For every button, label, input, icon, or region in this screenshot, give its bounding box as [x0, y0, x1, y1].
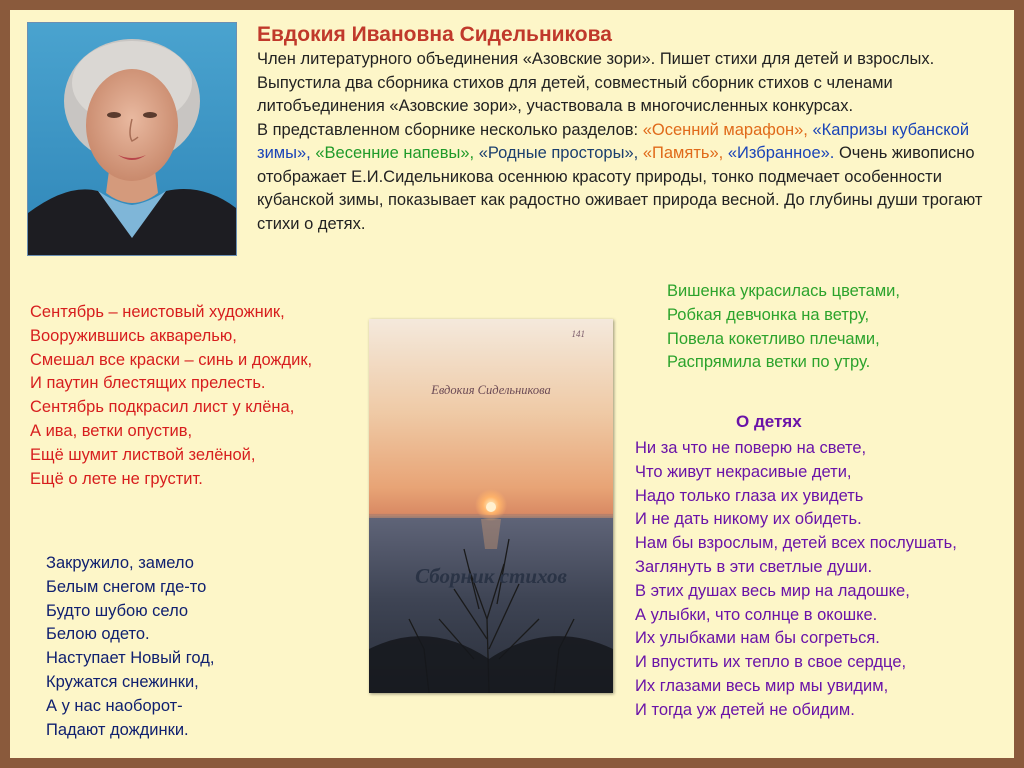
author-name: Евдокия Ивановна Сидельникова	[257, 23, 612, 46]
slide	[10, 10, 1014, 758]
poem-line: Надо только глаза их увидеть	[635, 486, 864, 505]
poem-line: Сентябрь – неистовый художник,	[30, 303, 285, 321]
poem-line: Повела кокетливо плечами,	[667, 329, 880, 348]
poem-children	[635, 437, 957, 723]
poem-line: И тогда уж детей не обидим.	[635, 700, 855, 719]
poem-line: Ещё о лете не грустит.	[30, 469, 203, 488]
section-winter: «Капризы кубанской зимы»,	[257, 120, 970, 162]
poem-line: Наступает Новый год,	[46, 649, 215, 668]
poem-line: Белою одето.	[46, 625, 150, 644]
section-autumn: «Осенний марафон»,	[642, 120, 808, 139]
poem-line: Сентябрь подкрасил лист у клёна,	[30, 398, 295, 417]
poem-line: Их глазами весь мир мы увидим,	[635, 676, 889, 695]
poem-line: А ива, ветки опустив,	[30, 421, 193, 440]
bio-intro: Член литературного объединения «Азовские зори». Пишет стихи для детей и взрослых. Выпустила два сборника стихов для детей, совместный сборник стихов с членами литобъединения «Азовские зори», участвовала в многочисленных конкурсах.	[257, 50, 935, 115]
book-stamp: 141	[571, 329, 585, 339]
poem-line: Ещё шумит листвой зелёной,	[30, 445, 256, 464]
poem-line: Вооружившись акварелью,	[30, 326, 237, 345]
author-bio	[257, 22, 1014, 236]
poem-line: Будто шубою село	[46, 601, 189, 620]
bio-conclusion: Очень живописно отображает Е.И.Сидельникова осеннюю красоту природы, тонко подмечает особенности кубанской зимы, показывает как радостно оживает природа весной. До глубины души трогают стихи о детях.	[257, 144, 983, 233]
poem-line: Смешал все краски – синь и дождик,	[30, 350, 313, 369]
poem-line: Робкая девчонка на ветру,	[667, 305, 870, 324]
poem-line: Нам бы взрослым, детей всех послушать,	[635, 534, 957, 553]
author-portrait	[27, 22, 237, 256]
book-cover-image	[369, 319, 613, 693]
poem-line: А у нас наоборот-	[46, 696, 183, 715]
poem-line: Их улыбками нам бы согреться.	[635, 629, 880, 648]
section-memory: «Память»,	[642, 144, 724, 162]
poem-line: А улыбки, что солнце в окошке.	[635, 605, 878, 624]
poem-line: Что живут некрасивые дети,	[635, 462, 852, 481]
poem-line: И не дать никому их обидеть.	[635, 510, 862, 529]
poem-line: И паутин блестящих прелесть.	[30, 374, 266, 393]
poem-line: И впустить их тепло в свое сердце,	[635, 653, 907, 672]
poem-children-title: О детях	[736, 412, 802, 431]
poem-line: Кружатся снежинки,	[46, 672, 199, 691]
poem-line: В этих душах весь мир на ладошке,	[635, 581, 910, 600]
poem-line: Белым снегом где-то	[46, 577, 207, 596]
poem-winter	[46, 552, 214, 742]
poem-spring	[667, 280, 900, 375]
poem-line: Распрямила ветки по утру.	[667, 353, 871, 372]
poem-line: Вишенка украсилась цветами,	[667, 282, 900, 300]
poem-line: Закружило, замело	[46, 554, 194, 572]
section-selected: «Избранное».	[727, 144, 835, 162]
poem-line: Заглянуть в эти светлые души.	[635, 557, 873, 576]
sections-lead: В представленном сборнике несколько разделов:	[257, 120, 643, 139]
poem-line: Падают дождинки.	[46, 720, 189, 739]
section-spring: «Весенние напевы»,	[315, 144, 475, 162]
book-author: Евдокия Сидельникова	[431, 383, 551, 397]
poem-line: Ни за что не поверю на свете,	[635, 439, 867, 457]
book-title: Сборник стихов	[415, 564, 567, 588]
bio-sections	[257, 119, 1014, 237]
poem-autumn	[30, 301, 312, 491]
section-native-lands: «Родные просторы»,	[478, 144, 639, 162]
